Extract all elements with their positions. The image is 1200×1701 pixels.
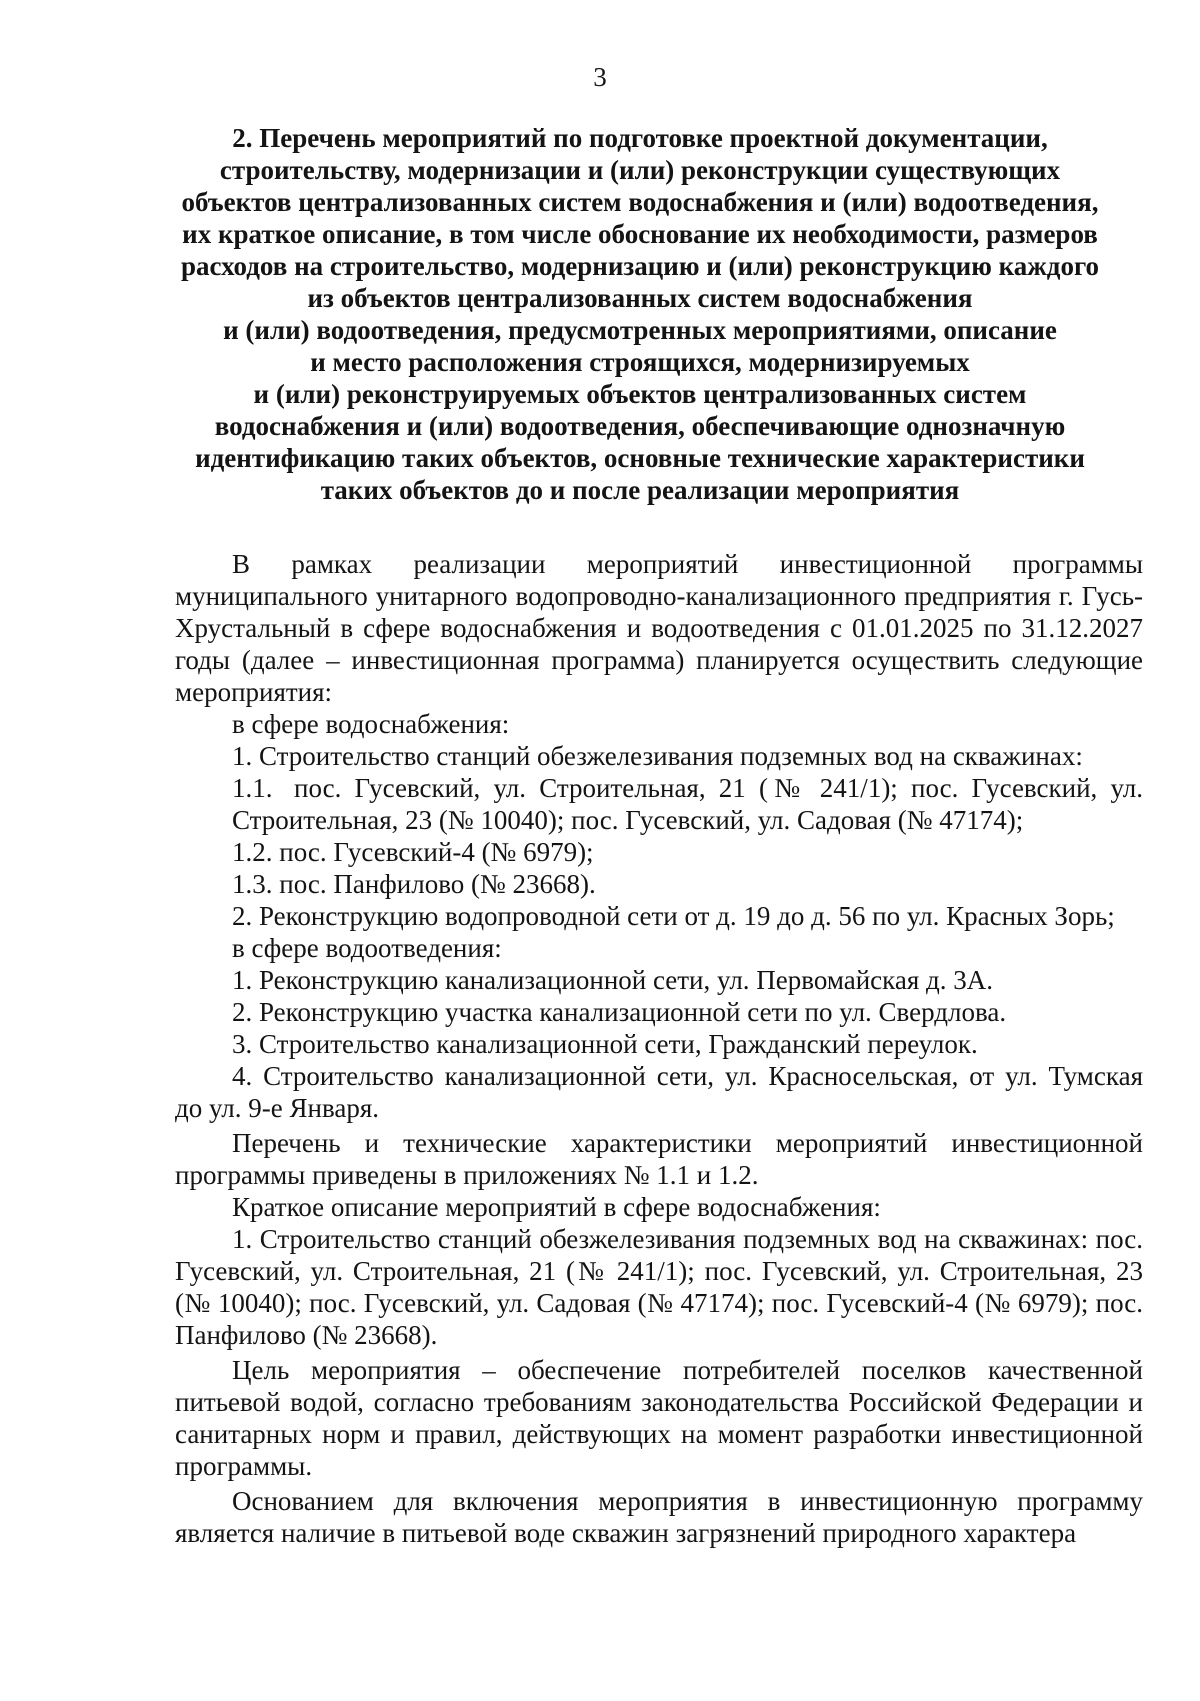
heading-line: их краткое описание, в том числе обоснование их необходимости, размеров (182, 219, 1098, 249)
water-item-2: 2. Реконструкцию водопроводной сети от д. 19 до д. 56 по ул. Красных Зорь; (232, 901, 1115, 931)
heading-line: строительству, модернизации и (или) реконструкции существующих (219, 155, 1061, 185)
water-subitem-1-1-number: 1.1. (232, 773, 273, 803)
water-subitem-1-1 (175, 772, 1143, 836)
heading-line: водоснабжения и (или) водоотведения, обеспечивающие однозначную (214, 411, 1066, 441)
heading-line: идентификацию таких объектов, основные технические характеристики (195, 443, 1085, 473)
sewer-item-1: 1. Реконструкцию канализационной сети, ул. Первомайская д. 3А. (232, 965, 993, 995)
page-number: 3 (593, 62, 607, 92)
basis-paragraph: Основанием для включения мероприятия в инвестиционную программу является наличие в питьевой воде скважин загрязнений природного характера (175, 1486, 1143, 1548)
water-item-1: 1. Строительство станций обезжелезивания подземных вод на скважинах: (232, 741, 1083, 771)
heading-line: из объектов централизованных систем водоснабжения (307, 283, 973, 313)
sewer-item-3: 3. Строительство канализационной сети, Гражданский переулок. (232, 1029, 978, 1059)
heading-line: и место расположения строящихся, модернизируемых (310, 347, 970, 377)
goal-paragraph: Цель мероприятия – обеспечение потребителей поселков качественной питьевой водой, согласно требованиям законодательства Российской Федерации и санитарных норм и правил, действующих на момент разработки инвестиционной программы. (175, 1355, 1143, 1481)
heading-line: и (или) реконструируемых объектов централизованных систем (253, 379, 1027, 409)
sewer-item-2: 2. Реконструкцию участка канализационной сети по ул. Свердлова. (232, 997, 1007, 1027)
heading-line: и (или) водоотведения, предусмотренных мероприятиями, описание (223, 315, 1057, 345)
document-body (175, 548, 1143, 1549)
description-item-1: 1. Строительство станций обезжелезивания подземных вод на скважинах: пос. Гусевский, ул. Строительная, 21 (№ 241/1); пос. Гусевский, ул. Строительная, 23 (№ 10040); пос. Гусевский, ул. Садовая (№ 47174); пос. Гусевский-4 (№ 6979); пос. Панфилово (№ 23668). (175, 1224, 1143, 1350)
heading-line: объектов централизованных систем водоснабжения и (или) водоотведения, (181, 187, 1099, 217)
water-subitem-1-1-text: пос. Гусевский, ул. Строительная, 21 (№ 241/1); пос. Гусевский, ул. Строительная, 23 (№ 10040); пос. Гусевский, ул. Садовая (№ 47174); (232, 773, 1143, 835)
water-subitem-1-3: 1.3. пос. Панфилово (№ 23668). (232, 869, 596, 899)
short-description-label: Краткое описание мероприятий в сфере водоснабжения: (232, 1192, 881, 1222)
list-reference-paragraph: Перечень и технические характеристики мероприятий инвестиционной программы приведены в приложениях № 1.1 и 1.2. (175, 1128, 1143, 1190)
water-subitem-1-2: 1.2. пос. Гусевский-4 (№ 6979); (232, 837, 594, 867)
sewer-item-4: 4. Строительство канализационной сети, ул. Красносельская, от ул. Тумская до ул. 9-е Января. (175, 1061, 1143, 1123)
intro-paragraph: В рамках реализации мероприятий инвестиционной программы муниципального унитарного водопроводно-канализационного предприятия г. Гусь-Хрустальный в сфере водоснабжения и водоотведения с 01.01.2025 по 31.12.2027 годы (далее – инвестиционная программа) планируется осуществить следующие мероприятия: (175, 549, 1143, 707)
section-heading (150, 122, 1130, 506)
water-supply-label: в сфере водоснабжения: (232, 709, 510, 739)
sewerage-label: в сфере водоотведения: (232, 933, 502, 963)
heading-line: таких объектов до и после реализации мероприятия (320, 475, 960, 505)
heading-line: расходов на строительство, модернизацию и (или) реконструкцию каждого (180, 251, 1100, 281)
heading-line: 2. Перечень мероприятий по подготовке проектной документации, (232, 123, 1048, 153)
